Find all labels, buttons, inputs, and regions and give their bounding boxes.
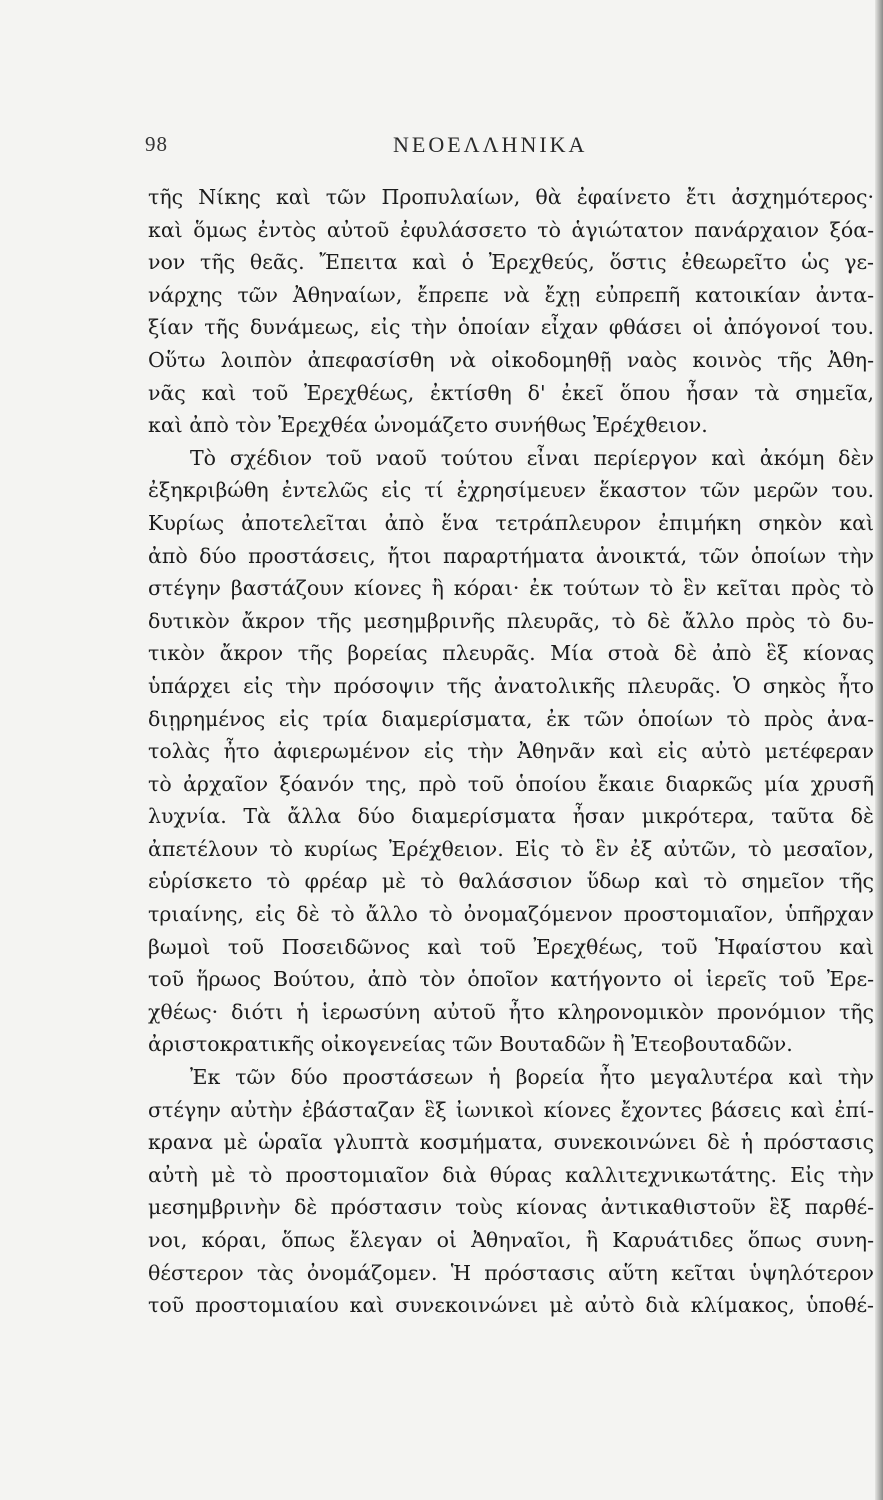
page-number: 98	[145, 132, 168, 156]
text-line: στέγην αὐτὴν ἐβάσταζαν ἓξ ἰωνικοὶ κίονες ἔχοντες βάσεις καὶ ἐπί-	[148, 1097, 874, 1122]
text-line: ὑπάρχει εἰς τὴν πρόσοψιν τῆς ἀνατολικῆς πλευρᾶς. Ὁ σηκὸς ἦτο	[148, 673, 874, 698]
text-line: θέστερον τὰς ὀνομάζομεν. Ἡ πρόστασις αὕτη κεῖται ὑψηλότερον	[148, 1260, 874, 1285]
text-line: Κυρίως ἀποτελεῖται ἀπὸ ἕνα τετράπλευρον ἐπιμήκη σηκὸν καὶ	[148, 510, 874, 535]
text-line: τριαίνης, εἰς δὲ τὸ ἄλλο τὸ ὀνομαζόμενον προστομιαῖον, ὑπῆρχαν	[148, 902, 874, 927]
text-line: τολὰς ἦτο ἀφιερωμένον εἰς τὴν Ἀθηνᾶν καὶ εἰς αὐτὸ μετέφεραν	[148, 739, 874, 764]
text-line: δυτικὸν ἄκρον τῆς μεσημβρινῆς πλευρᾶς, τὸ δὲ ἄλλο πρὸς τὸ δυ-	[148, 608, 874, 633]
text-line: νάρχης τῶν Ἀθηναίων, ἔπρεπε νὰ ἔχῃ εὐπρεπῆ κατοικίαν ἀντα-	[148, 282, 874, 307]
running-head: ΝΕΟΕΛΛΗΝΙΚΑ	[393, 132, 588, 157]
text-line: διῃρημένος εἰς τρία διαμερίσματα, ἐκ τῶν ὁποίων τὸ πρὸς ἀνα-	[148, 706, 874, 731]
text-line: τικὸν ἄκρον τῆς βορείας πλευρᾶς. Μία στοὰ δὲ ἀπὸ ἓξ κίονας	[148, 641, 874, 666]
paragraph-start-line: Ἐκ τῶν δύο προστάσεων ἡ βορεία ἦτο μεγαλυτέρα καὶ τὴν	[190, 1065, 874, 1090]
text-line: στέγην βαστάζουν κίονες ἢ κόραι· ἐκ τούτων τὸ ἓν κεῖται πρὸς τὸ	[148, 576, 874, 601]
text-line: ἀριστοκρατικῆς οἰκογενείας τῶν Βουταδῶν ἢ Ἐτεοβουταδῶν.	[148, 1032, 793, 1057]
text-line: ἐξηκριβώθη ἐντελῶς εἰς τί ἐχρησίμευεν ἕκαστον τῶν μερῶν του.	[148, 478, 874, 503]
text-line: νοι, κόραι, ὅπως ἔλεγαν οἱ Ἀθηναῖοι, ἢ Καρυάτιδες ὅπως συνη-	[148, 1228, 874, 1252]
text-line: νον τῆς θεᾶς. Ἔπειτα καὶ ὁ Ἐρεχθεύς, ὅστις ἐθεωρεῖτο ὡς γε-	[148, 250, 874, 275]
page-edge-shadow	[875, 0, 883, 1500]
text-line: χθέως· διότι ἡ ἱερωσύνη αὐτοῦ ἦτο κληρονομικὸν προνόμιον τῆς	[148, 999, 874, 1024]
text-line: τῆς Νίκης καὶ τῶν Προπυλαίων, θὰ ἐφαίνετο ἔτι ἀσχημότερος·	[148, 185, 874, 209]
body-text	[148, 181, 874, 1322]
text-line: Οὕτω λοιπὸν ἀπεφασίσθη νὰ οἰκοδομηθῇ ναὸς κοινὸς τῆς Ἀθη-	[148, 347, 874, 372]
text-line: καὶ ἀπὸ τὸν Ἐρεχθέα ὠνομάζετο συνήθως Ἐρέχθειον.	[148, 413, 708, 438]
text-line: ἀπετέλουν τὸ κυρίως Ἐρέχθειον. Εἰς τὸ ἓν ἐξ αὐτῶν, τὸ μεσαῖον,	[148, 836, 874, 861]
page-header	[145, 132, 865, 166]
text-line: τοῦ ἥρωος Βούτου, ἀπὸ τὸν ὁποῖον κατήγοντο οἱ ἱερεῖς τοῦ Ἐρε-	[148, 967, 874, 992]
text-line: νᾶς καὶ τοῦ Ἐρεχθέως, ἐκτίσθη δ' ἐκεῖ ὅπου ἦσαν τὰ σημεῖα,	[148, 380, 874, 405]
text-line: ξίαν τῆς δυνάμεως, εἰς τὴν ὁποίαν εἶχαν φθάσει οἱ ἀπόγονοί του.	[148, 315, 874, 340]
text-line: καὶ ὅμως ἐντὸς αὐτοῦ ἐφυλάσσετο τὸ ἁγιώτατον πανάρχαιον ξόα-	[148, 217, 874, 242]
text-line: τοῦ προστομιαίου καὶ συνεκοινώνει μὲ αὐτὸ διὰ κλίμακος, ὑποθέ-	[148, 1293, 874, 1318]
text-line: λυχνία. Τὰ ἄλλα δύο διαμερίσματα ἦσαν μικρότερα, ταῦτα δὲ	[148, 804, 874, 829]
text-line: εὑρίσκετο τὸ φρέαρ μὲ τὸ θαλάσσιον ὕδωρ καὶ τὸ σημεῖον τῆς	[148, 869, 874, 894]
text-line: τὸ ἀρχαῖον ξόανόν της, πρὸ τοῦ ὁποίου ἔκαιε διαρκῶς μία χρυσῆ	[148, 771, 874, 796]
text-line: αὐτὴ μὲ τὸ προστομιαῖον διὰ θύρας καλλιτεχνικωτάτης. Εἰς τὴν	[148, 1162, 874, 1187]
text-line: βωμοὶ τοῦ Ποσειδῶνος καὶ τοῦ Ἐρεχθέως, τοῦ Ἡφαίστου καὶ	[148, 934, 874, 959]
text-line: κρανα μὲ ὡραῖα γλυπτὰ κοσμήματα, συνεκοινώνει δὲ ἡ πρόστασις	[148, 1130, 874, 1155]
paragraph-start-line: Τὸ σχέδιον τοῦ ναοῦ τούτου εἶναι περίεργον καὶ ἀκόμη δὲν	[190, 445, 874, 470]
text-line: ἀπὸ δύο προστάσεις, ἤτοι παραρτήματα ἀνοικτά, τῶν ὁποίων τὴν	[148, 543, 874, 568]
text-line: μεσημβρινὴν δὲ πρόστασιν τοὺς κίονας ἀντικαθιστοῦν ἓξ παρθέ-	[148, 1195, 874, 1220]
